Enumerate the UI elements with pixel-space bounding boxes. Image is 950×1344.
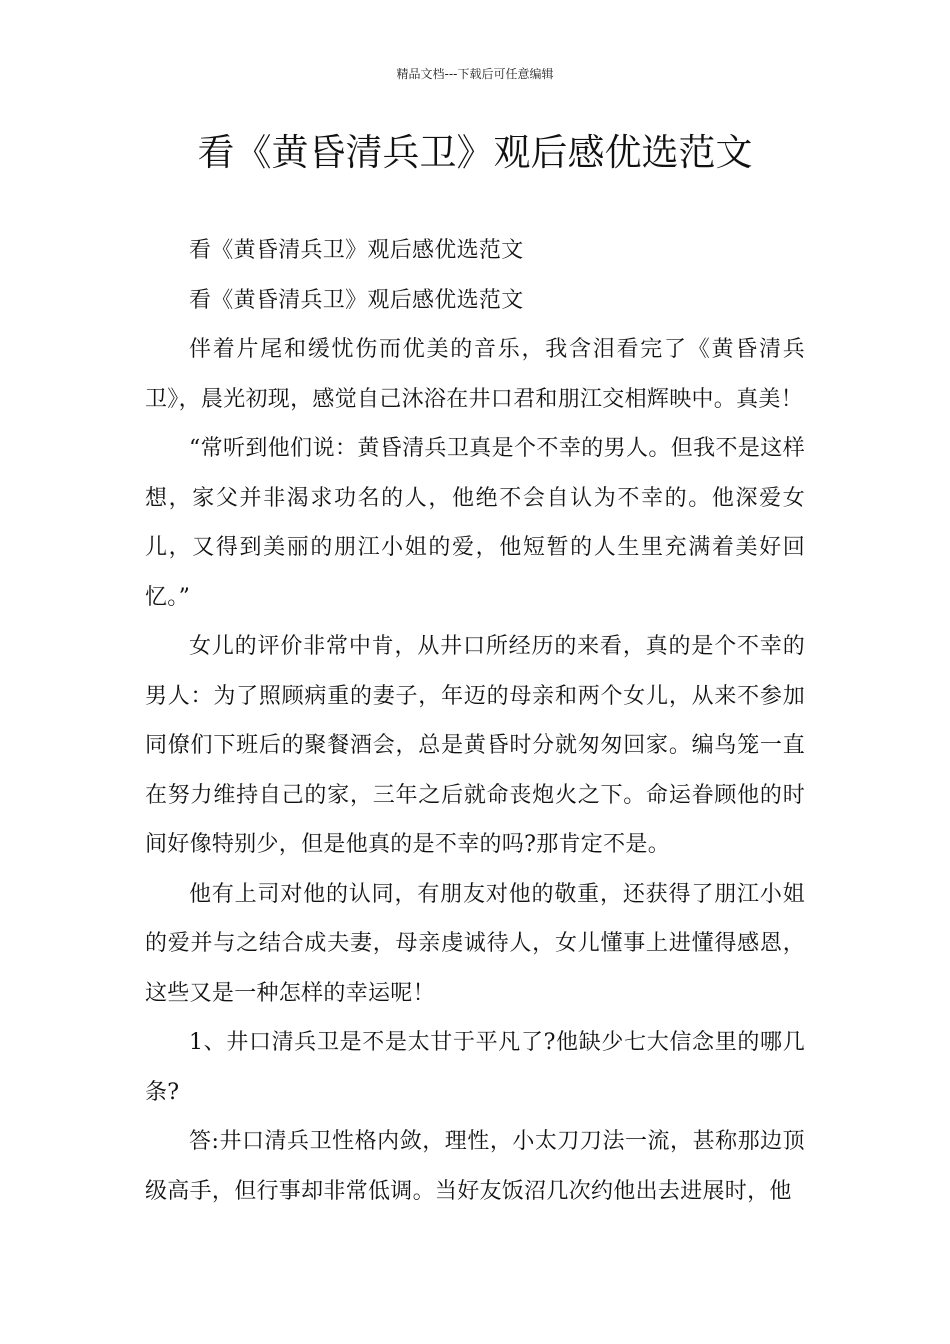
header-note: 精品文档---下载后可任意编辑 bbox=[396, 67, 554, 81]
paragraph: 女儿的评价非常中肯，从井口所经历的来看，真的是个不幸的男人：为了照顾病重的妻子，年迈的母亲和两个女儿，从来不参加同僚们下班后的聚餐酒会，总是黄昏时分就匆匆回家。编鸟笼一直在努力维持自己的家，三年之后就命丧炮火之下。命运眷顾他的时间好像特别少，但是他真的是不幸的吗?那肯定不是。 bbox=[145, 634, 805, 857]
document-body bbox=[145, 226, 805, 1216]
paragraph: 他有上司对他的认同，有朋友对他的敬重，还获得了朋江小姐的爱并与之结合成夫妻，母亲虔诚待人，女儿懂事上进懂得感恩，这些又是一种怎样的幸运呢！ bbox=[145, 881, 805, 1006]
paragraph: 看《黄昏清兵卫》观后感优选范文 bbox=[189, 287, 524, 313]
paragraph: 1、井口清兵卫是不是太甘于平凡了?他缺少七大信念里的哪几条? bbox=[145, 1030, 805, 1105]
document-title: 看《黄昏清兵卫》观后感优选范文 bbox=[197, 131, 753, 174]
paragraph: 看《黄昏清兵卫》观后感优选范文 bbox=[189, 238, 524, 263]
paragraph: 伴着片尾和缓忧伤而优美的音乐，我含泪看完了《黄昏清兵卫》，晨光初现，感觉自己沐浴在井口君和朋江交相辉映中。真美！ bbox=[145, 337, 805, 412]
paragraph: 答:井口清兵卫性格内敛，理性，小太刀刀法一流，甚称那边顶级高手，但行事却非常低调。当好友饭沼几次约他出去进展时，他 bbox=[145, 1129, 805, 1204]
paragraph: “常听到他们说：黄昏清兵卫真是个不幸的男人。但我不是这样想，家父并非渴求功名的人，他绝不会自认为不幸的。他深爱女儿，又得到美丽的朋江小姐的爱，他短暂的人生里充满着美好回忆。” bbox=[145, 436, 805, 610]
